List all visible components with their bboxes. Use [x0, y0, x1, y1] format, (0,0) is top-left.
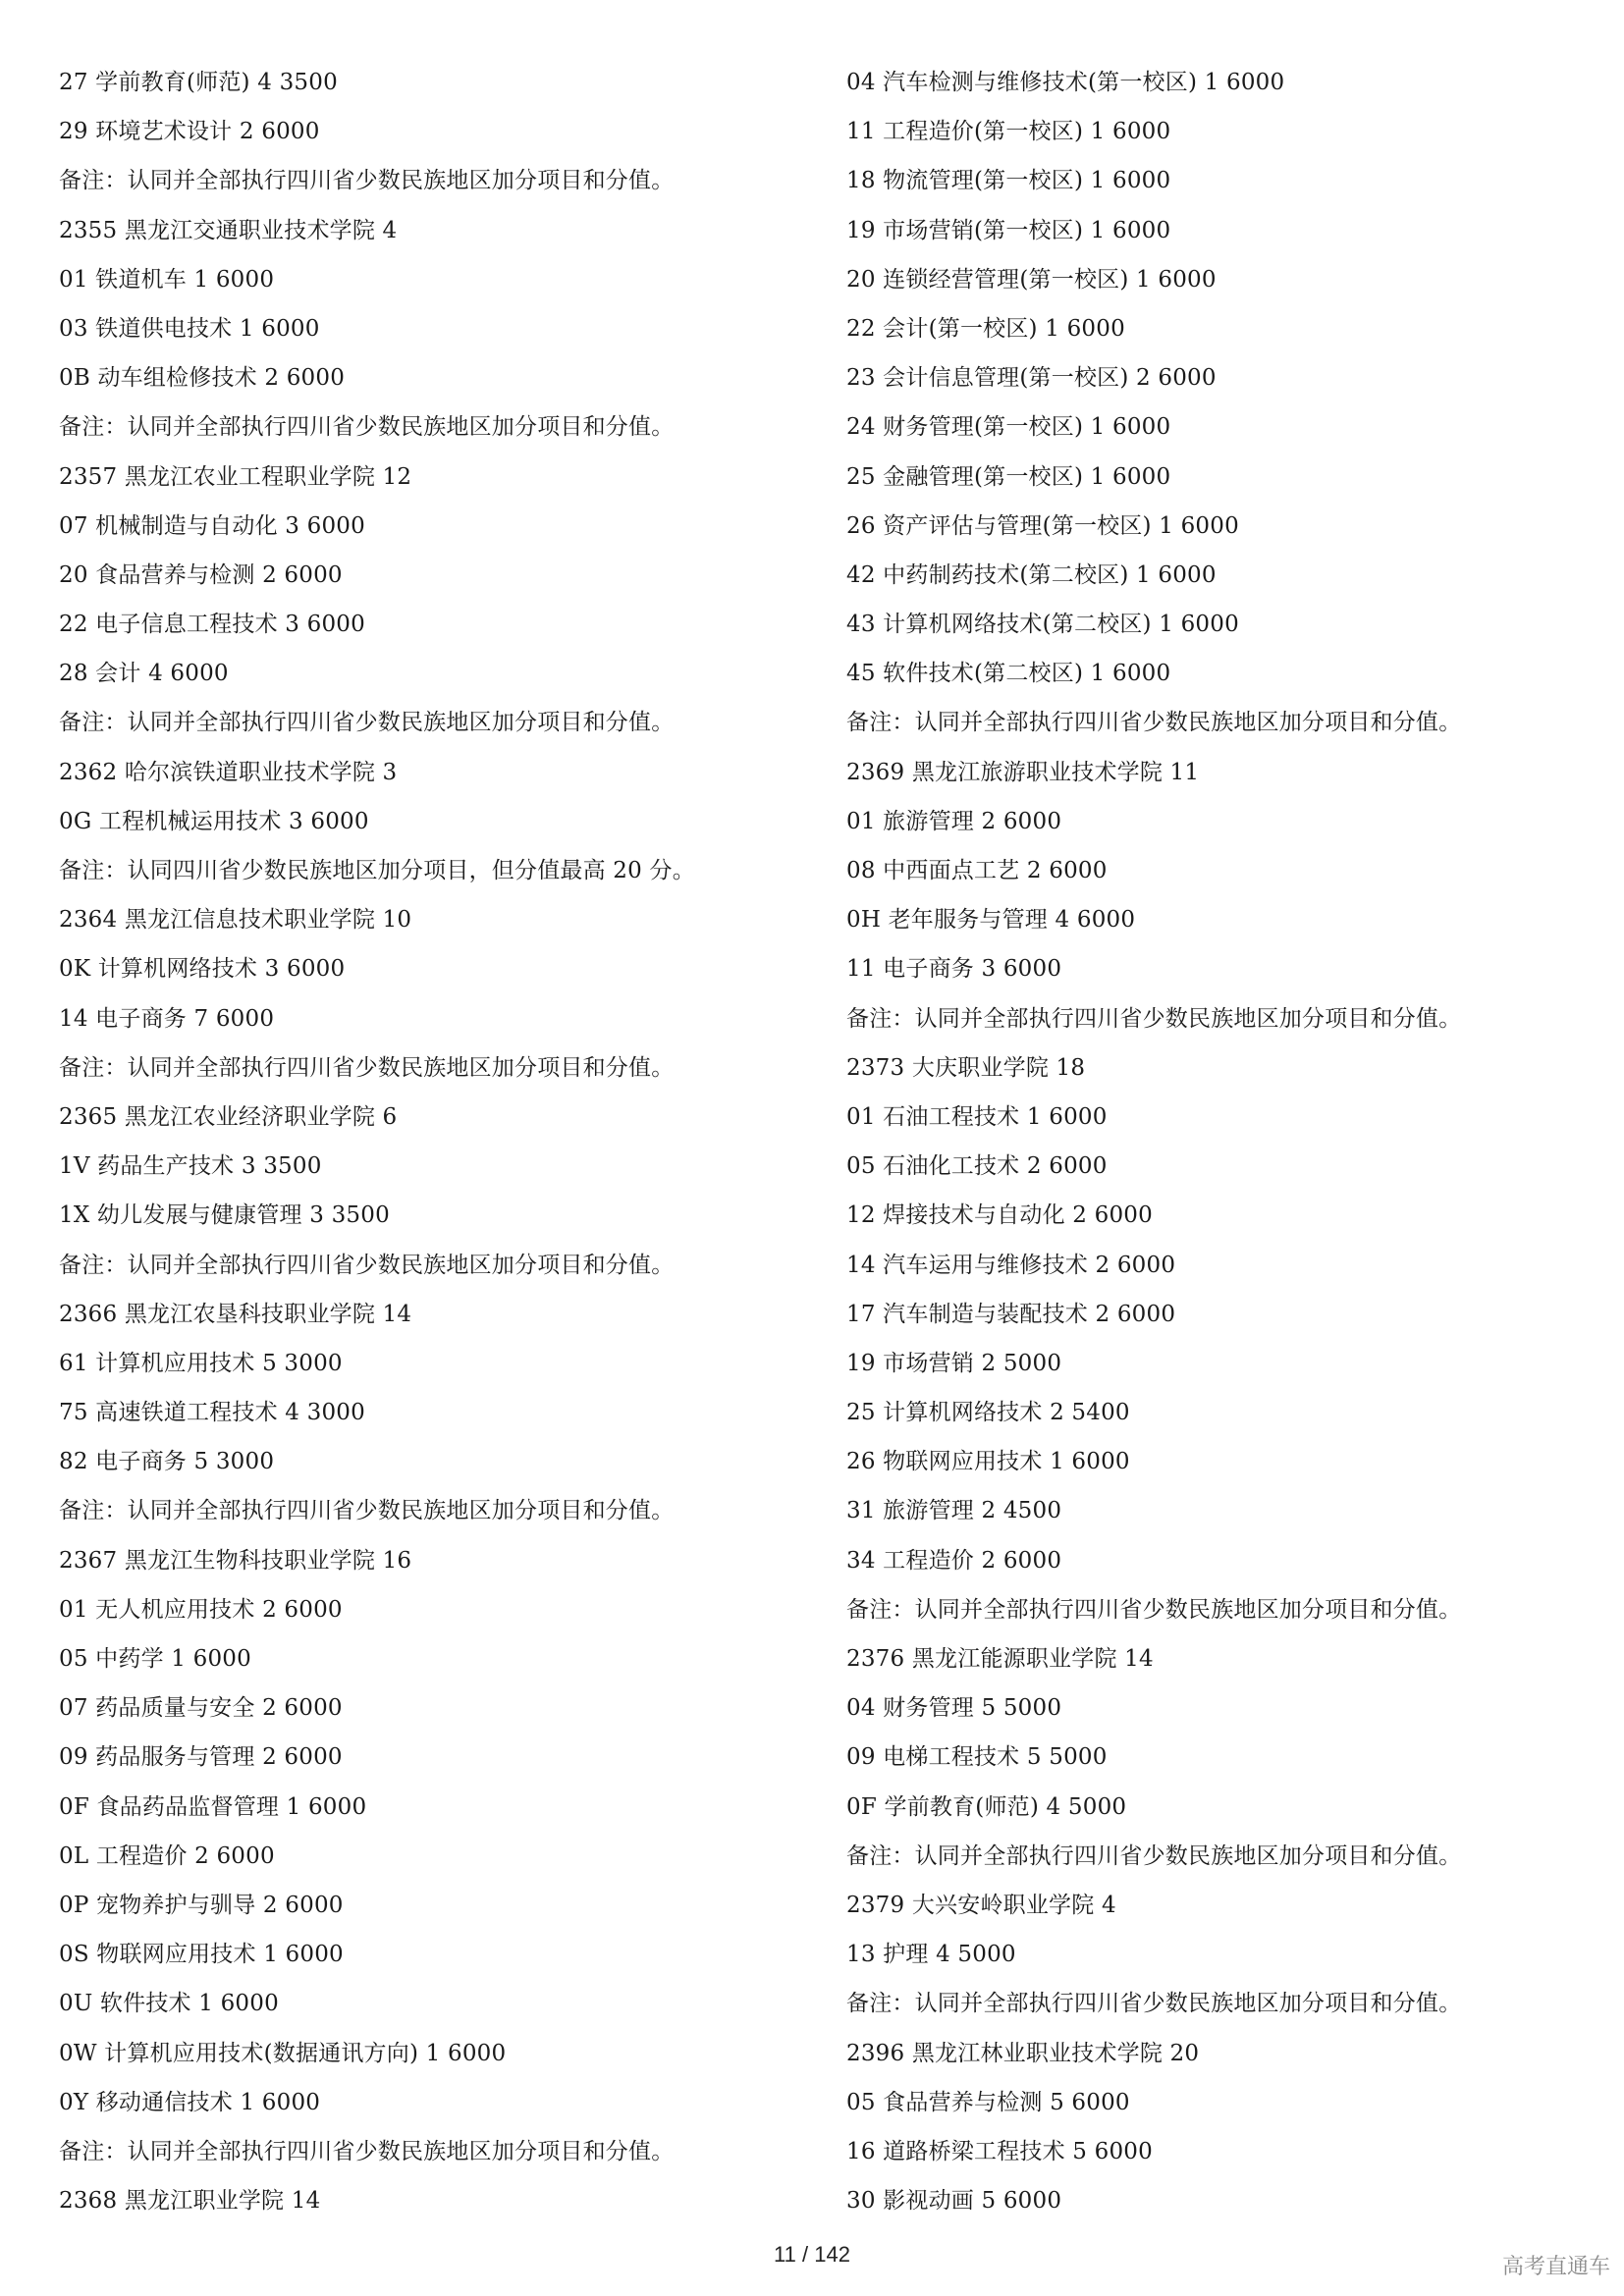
text-line: 01 铁道机车 1 6000 — [59, 266, 275, 293]
text-line: 61 计算机应用技术 5 3000 — [59, 1350, 343, 1376]
text-line: 0F 学前教育(师范) 4 5000 — [846, 1793, 1127, 1820]
text-line: 2366 黑龙江农垦科技职业学院 14 — [59, 1301, 412, 1327]
text-line: 2368 黑龙江职业学院 14 — [59, 2188, 321, 2215]
text-line: 13 护理 4 5000 — [846, 1942, 1016, 1968]
text-line: 备注：认同并全部执行四川省少数民族地区加分项目和分值。 — [59, 2138, 675, 2164]
text-line: 19 市场营销 2 5000 — [846, 1350, 1062, 1376]
text-line: 备注：认同并全部执行四川省少数民族地区加分项目和分值。 — [59, 168, 675, 194]
text-line: 08 中西面点工艺 2 6000 — [846, 858, 1108, 883]
text-line: 2379 大兴安岭职业学院 4 — [846, 1892, 1116, 1918]
text-line: 43 计算机网络技术(第二校区) 1 6000 — [846, 612, 1239, 638]
left-column — [59, 65, 825, 2232]
text-line: 0S 物联网应用技术 1 6000 — [59, 1942, 344, 1968]
text-line: 45 软件技术(第二校区) 1 6000 — [846, 661, 1171, 687]
text-line: 04 财务管理 5 5000 — [846, 1695, 1062, 1722]
text-line: 11 电子商务 3 6000 — [846, 956, 1062, 983]
text-line: 备注：认同并全部执行四川省少数民族地区加分项目和分值。 — [59, 414, 675, 441]
text-line: 31 旅游管理 2 4500 — [846, 1498, 1062, 1524]
text-line: 03 铁道供电技术 1 6000 — [59, 315, 320, 342]
text-line: 19 市场营销(第一校区) 1 6000 — [846, 217, 1171, 243]
text-line: 26 物联网应用技术 1 6000 — [846, 1449, 1130, 1475]
text-line: 0Y 移动通信技术 1 6000 — [59, 2089, 321, 2115]
text-line: 14 电子商务 7 6000 — [59, 1005, 275, 1032]
text-line: 2355 黑龙江交通职业技术学院 4 — [59, 217, 398, 243]
watermark-text: 高考直通车 — [1501, 2255, 1610, 2279]
text-line: 29 环境艺术设计 2 6000 — [59, 119, 320, 145]
text-line: 12 焊接技术与自动化 2 6000 — [846, 1202, 1153, 1229]
text-line: 22 会计(第一校区) 1 6000 — [846, 315, 1125, 342]
text-line: 0W 计算机应用技术(数据通讯方向) 1 6000 — [59, 2040, 507, 2066]
text-line: 16 道路桥梁工程技术 5 6000 — [846, 2138, 1153, 2164]
text-line: 2365 黑龙江农业经济职业学院 6 — [59, 1103, 398, 1130]
text-line: 11 工程造价(第一校区) 1 6000 — [846, 119, 1171, 145]
text-line: 17 汽车制造与装配技术 2 6000 — [846, 1301, 1176, 1327]
text-line: 24 财务管理(第一校区) 1 6000 — [846, 414, 1171, 441]
text-line: 05 石油化工技术 2 6000 — [846, 1153, 1108, 1180]
text-line: 1X 幼儿发展与健康管理 3 3500 — [59, 1202, 390, 1229]
text-line: 05 食品营养与检测 5 6000 — [846, 2089, 1130, 2115]
text-line: 0H 老年服务与管理 4 6000 — [846, 907, 1136, 934]
text-line: 27 学前教育(师范) 4 3500 — [59, 70, 338, 95]
text-line: 2376 黑龙江能源职业学院 14 — [846, 1646, 1154, 1672]
text-line: 20 食品营养与检测 2 6000 — [59, 561, 343, 588]
text-line: 14 汽车运用与维修技术 2 6000 — [846, 1252, 1176, 1278]
text-line: 2369 黑龙江旅游职业技术学院 11 — [846, 759, 1200, 785]
text-line: 备注：认同并全部执行四川省少数民族地区加分项目和分值。 — [846, 1005, 1462, 1032]
text-line: 2373 大庆职业学院 18 — [846, 1054, 1086, 1081]
text-line: 备注：认同并全部执行四川省少数民族地区加分项目和分值。 — [59, 1252, 675, 1278]
text-line: 20 连锁经营管理(第一校区) 1 6000 — [846, 266, 1217, 293]
text-line: 备注：认同并全部执行四川省少数民族地区加分项目和分值。 — [846, 1991, 1462, 2017]
text-line: 备注：认同并全部执行四川省少数民族地区加分项目和分值。 — [59, 710, 675, 736]
text-line: 28 会计 4 6000 — [59, 661, 229, 687]
text-line: 25 金融管理(第一校区) 1 6000 — [846, 463, 1171, 490]
text-line: 1V 药品生产技术 3 3500 — [59, 1153, 322, 1180]
text-line: 0K 计算机网络技术 3 6000 — [59, 956, 346, 983]
text-line: 0P 宠物养护与驯导 2 6000 — [59, 1892, 344, 1918]
text-line: 42 中药制药技术(第二校区) 1 6000 — [846, 561, 1217, 588]
text-line: 05 中药学 1 6000 — [59, 1646, 251, 1672]
text-line: 2396 黑龙江林业职业技术学院 20 — [846, 2040, 1200, 2066]
text-line: 09 电梯工程技术 5 5000 — [846, 1744, 1108, 1771]
text-line: 22 电子信息工程技术 3 6000 — [59, 612, 365, 638]
text-line: 07 药品质量与安全 2 6000 — [59, 1695, 343, 1722]
text-line: 备注：认同并全部执行四川省少数民族地区加分项目和分值。 — [846, 1842, 1462, 1869]
right-column — [846, 65, 1612, 2232]
text-line: 备注：认同并全部执行四川省少数民族地区加分项目和分值。 — [846, 710, 1462, 736]
text-line: 备注：认同并全部执行四川省少数民族地区加分项目和分值。 — [846, 1596, 1462, 1623]
text-line: 25 计算机网络技术 2 5400 — [846, 1400, 1130, 1426]
text-line: 2362 哈尔滨铁道职业技术学院 3 — [59, 759, 398, 785]
text-line: 07 机械制造与自动化 3 6000 — [59, 512, 365, 539]
page-number: 11 / 142 — [774, 2242, 850, 2267]
text-line: 09 药品服务与管理 2 6000 — [59, 1744, 343, 1771]
text-line: 01 旅游管理 2 6000 — [846, 808, 1062, 834]
text-line: 0U 软件技术 1 6000 — [59, 1991, 279, 2017]
text-line: 2364 黑龙江信息技术职业学院 10 — [59, 907, 412, 934]
text-line: 2357 黑龙江农业工程职业学院 12 — [59, 463, 412, 490]
text-line: 82 电子商务 5 3000 — [59, 1449, 275, 1475]
text-line: 23 会计信息管理(第一校区) 2 6000 — [846, 365, 1217, 392]
text-line: 备注：认同并全部执行四川省少数民族地区加分项目和分值。 — [59, 1054, 675, 1081]
text-line: 01 石油工程技术 1 6000 — [846, 1103, 1108, 1130]
text-line: 备注：认同四川省少数民族地区加分项目，但分值最高 20 分。 — [59, 858, 695, 883]
text-line: 34 工程造价 2 6000 — [846, 1547, 1062, 1574]
text-line: 18 物流管理(第一校区) 1 6000 — [846, 168, 1171, 194]
text-line: 0G 工程机械运用技术 3 6000 — [59, 808, 369, 834]
text-line: 01 无人机应用技术 2 6000 — [59, 1596, 343, 1623]
text-line: 0F 食品药品监督管理 1 6000 — [59, 1793, 367, 1820]
text-line: 30 影视动画 5 6000 — [846, 2188, 1062, 2215]
text-line: 75 高速铁道工程技术 4 3000 — [59, 1400, 365, 1426]
text-line: 0B 动车组检修技术 2 6000 — [59, 365, 346, 392]
text-line: 2367 黑龙江生物科技职业学院 16 — [59, 1547, 412, 1574]
text-line: 04 汽车检测与维修技术(第一校区) 1 6000 — [846, 70, 1285, 95]
text-line: 备注：认同并全部执行四川省少数民族地区加分项目和分值。 — [59, 1498, 675, 1524]
text-line: 0L 工程造价 2 6000 — [59, 1842, 275, 1869]
text-line: 26 资产评估与管理(第一校区) 1 6000 — [846, 512, 1239, 539]
